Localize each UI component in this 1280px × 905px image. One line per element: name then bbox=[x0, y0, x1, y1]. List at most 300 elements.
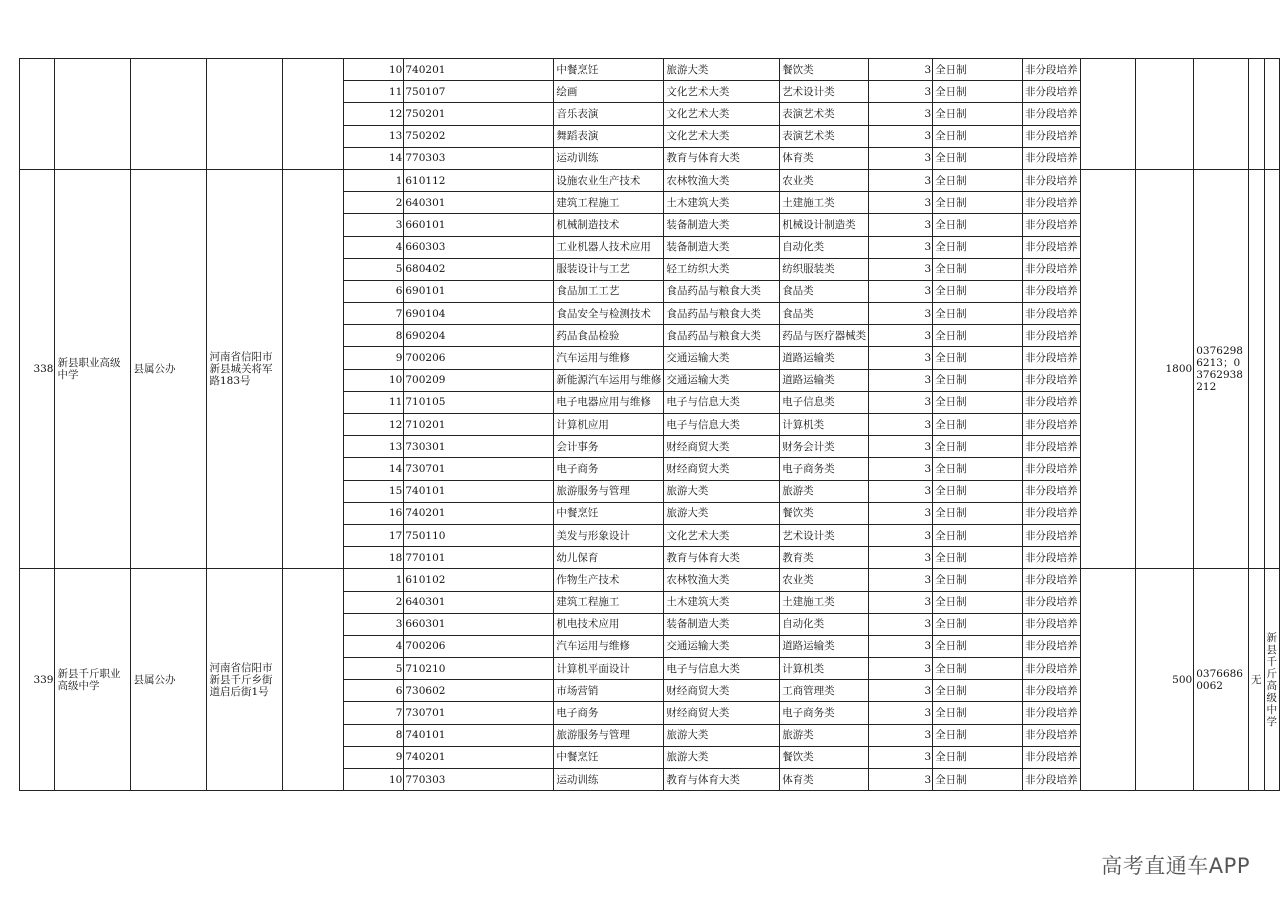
major-index: 16 bbox=[344, 502, 404, 524]
major-index: 18 bbox=[344, 547, 404, 569]
major-index: 10 bbox=[344, 59, 404, 81]
study-mode: 全日制 bbox=[933, 569, 1023, 591]
training-mode: 非分段培养 bbox=[1023, 369, 1081, 391]
major-index: 10 bbox=[344, 369, 404, 391]
major-category: 旅游大类 bbox=[664, 746, 780, 768]
duration: 3 bbox=[869, 280, 933, 302]
major-class: 财务会计类 bbox=[780, 436, 869, 458]
major-code: 700206 bbox=[404, 635, 554, 657]
training-mode: 非分段培养 bbox=[1023, 59, 1081, 81]
major-index: 5 bbox=[344, 258, 404, 280]
training-mode: 非分段培养 bbox=[1023, 680, 1081, 702]
major-class: 电子商务类 bbox=[780, 458, 869, 480]
major-category: 食品药品与粮食大类 bbox=[664, 280, 780, 302]
study-mode: 全日制 bbox=[933, 724, 1023, 746]
major-name: 工业机器人技术应用 bbox=[554, 236, 664, 258]
duration: 3 bbox=[869, 303, 933, 325]
major-category: 轻工纺织大类 bbox=[664, 258, 780, 280]
major-index: 9 bbox=[344, 347, 404, 369]
study-mode: 全日制 bbox=[933, 125, 1023, 147]
major-name: 幼儿保育 bbox=[554, 547, 664, 569]
major-class: 机械设计制造类 bbox=[780, 214, 869, 236]
major-category: 文化艺术大类 bbox=[664, 524, 780, 546]
major-class: 旅游类 bbox=[780, 724, 869, 746]
major-class: 体育类 bbox=[780, 769, 869, 791]
major-category: 食品药品与粮食大类 bbox=[664, 303, 780, 325]
training-mode: 非分段培养 bbox=[1023, 258, 1081, 280]
training-mode: 非分段培养 bbox=[1023, 591, 1081, 613]
major-category: 教育与体育大类 bbox=[664, 769, 780, 791]
major-name: 运动训练 bbox=[554, 147, 664, 169]
dormitory bbox=[1249, 59, 1265, 170]
major-index: 9 bbox=[344, 746, 404, 768]
major-code: 730701 bbox=[404, 702, 554, 724]
enrollment-scale: 1800 bbox=[1135, 169, 1193, 568]
duration: 3 bbox=[869, 147, 933, 169]
major-category: 交通运输大类 bbox=[664, 347, 780, 369]
training-mode: 非分段培养 bbox=[1023, 658, 1081, 680]
study-mode: 全日制 bbox=[933, 680, 1023, 702]
major-class: 餐饮类 bbox=[780, 502, 869, 524]
major-index: 3 bbox=[344, 613, 404, 635]
major-code: 750107 bbox=[404, 81, 554, 103]
training-mode: 非分段培养 bbox=[1023, 458, 1081, 480]
study-mode: 全日制 bbox=[933, 502, 1023, 524]
school-address: 河南省信阳市新县千斤乡街道启后街1号 bbox=[207, 569, 283, 791]
major-index: 14 bbox=[344, 458, 404, 480]
duration: 3 bbox=[869, 214, 933, 236]
major-code: 740201 bbox=[404, 59, 554, 81]
study-mode: 全日制 bbox=[933, 591, 1023, 613]
study-mode: 全日制 bbox=[933, 369, 1023, 391]
major-code: 770303 bbox=[404, 769, 554, 791]
dormitory bbox=[1249, 169, 1265, 568]
major-class: 土建施工类 bbox=[780, 192, 869, 214]
duration: 3 bbox=[869, 702, 933, 724]
major-name: 食品加工工艺 bbox=[554, 280, 664, 302]
school-name bbox=[55, 59, 131, 170]
major-index: 12 bbox=[344, 414, 404, 436]
training-mode: 非分段培养 bbox=[1023, 303, 1081, 325]
duration: 3 bbox=[869, 658, 933, 680]
school-name: 新县职业高级中学 bbox=[55, 169, 131, 568]
major-category: 电子与信息大类 bbox=[664, 391, 780, 413]
major-code: 710105 bbox=[404, 391, 554, 413]
duration: 3 bbox=[869, 635, 933, 657]
major-code: 770101 bbox=[404, 547, 554, 569]
major-class: 农业类 bbox=[780, 569, 869, 591]
school-type bbox=[131, 59, 207, 170]
major-category: 土木建筑大类 bbox=[664, 591, 780, 613]
study-mode: 全日制 bbox=[933, 214, 1023, 236]
major-index: 12 bbox=[344, 103, 404, 125]
study-mode: 全日制 bbox=[933, 658, 1023, 680]
major-name: 汽车运用与维修 bbox=[554, 635, 664, 657]
major-code: 660301 bbox=[404, 613, 554, 635]
major-class: 艺术设计类 bbox=[780, 524, 869, 546]
major-name: 计算机应用 bbox=[554, 414, 664, 436]
table-row bbox=[20, 59, 1280, 81]
major-index: 17 bbox=[344, 524, 404, 546]
study-mode: 全日制 bbox=[933, 103, 1023, 125]
major-category: 交通运输大类 bbox=[664, 635, 780, 657]
major-code: 640301 bbox=[404, 192, 554, 214]
major-category: 旅游大类 bbox=[664, 480, 780, 502]
table-row bbox=[20, 169, 1280, 191]
major-class: 纺织服装类 bbox=[780, 258, 869, 280]
major-code: 730701 bbox=[404, 458, 554, 480]
major-class: 道路运输类 bbox=[780, 369, 869, 391]
duration: 3 bbox=[869, 391, 933, 413]
duration: 3 bbox=[869, 724, 933, 746]
study-mode: 全日制 bbox=[933, 59, 1023, 81]
major-name: 旅游服务与管理 bbox=[554, 480, 664, 502]
major-index: 13 bbox=[344, 436, 404, 458]
duration: 3 bbox=[869, 436, 933, 458]
duration: 3 bbox=[869, 591, 933, 613]
training-mode: 非分段培养 bbox=[1023, 547, 1081, 569]
major-code: 660101 bbox=[404, 214, 554, 236]
duration: 3 bbox=[869, 125, 933, 147]
major-class: 自动化类 bbox=[780, 236, 869, 258]
major-code: 610102 bbox=[404, 569, 554, 591]
training-mode: 非分段培养 bbox=[1023, 103, 1081, 125]
major-name: 舞蹈表演 bbox=[554, 125, 664, 147]
major-name: 中餐烹饪 bbox=[554, 746, 664, 768]
training-mode: 非分段培养 bbox=[1023, 480, 1081, 502]
duration: 3 bbox=[869, 103, 933, 125]
training-mode: 非分段培养 bbox=[1023, 569, 1081, 591]
major-name: 电子电器应用与维修 bbox=[554, 391, 664, 413]
study-mode: 全日制 bbox=[933, 236, 1023, 258]
contact-phone: 03762986213；03762938212 bbox=[1194, 169, 1249, 568]
major-class: 计算机类 bbox=[780, 658, 869, 680]
training-mode: 非分段培养 bbox=[1023, 524, 1081, 546]
training-mode: 非分段培养 bbox=[1023, 702, 1081, 724]
training-mode: 非分段培养 bbox=[1023, 147, 1081, 169]
major-name: 音乐表演 bbox=[554, 103, 664, 125]
major-index: 2 bbox=[344, 192, 404, 214]
training-mode: 非分段培养 bbox=[1023, 635, 1081, 657]
major-index: 3 bbox=[344, 214, 404, 236]
study-mode: 全日制 bbox=[933, 702, 1023, 724]
study-mode: 全日制 bbox=[933, 524, 1023, 546]
blank-cell bbox=[1080, 59, 1135, 170]
major-code: 730301 bbox=[404, 436, 554, 458]
major-category: 装备制造大类 bbox=[664, 613, 780, 635]
study-mode: 全日制 bbox=[933, 258, 1023, 280]
duration: 3 bbox=[869, 59, 933, 81]
duration: 3 bbox=[869, 502, 933, 524]
major-category: 电子与信息大类 bbox=[664, 658, 780, 680]
major-class: 自动化类 bbox=[780, 613, 869, 635]
major-category: 财经商贸大类 bbox=[664, 702, 780, 724]
duration: 3 bbox=[869, 369, 933, 391]
school-note bbox=[1264, 59, 1280, 170]
major-class: 计算机类 bbox=[780, 414, 869, 436]
major-category: 文化艺术大类 bbox=[664, 125, 780, 147]
major-code: 700209 bbox=[404, 369, 554, 391]
duration: 3 bbox=[869, 569, 933, 591]
major-name: 服装设计与工艺 bbox=[554, 258, 664, 280]
major-class: 土建施工类 bbox=[780, 591, 869, 613]
enrollment-scale bbox=[1135, 59, 1193, 170]
major-name: 绘画 bbox=[554, 81, 664, 103]
major-category: 电子与信息大类 bbox=[664, 414, 780, 436]
duration: 3 bbox=[869, 169, 933, 191]
major-name: 美发与形象设计 bbox=[554, 524, 664, 546]
major-index: 6 bbox=[344, 280, 404, 302]
major-code: 750202 bbox=[404, 125, 554, 147]
major-code: 710201 bbox=[404, 414, 554, 436]
major-code: 770303 bbox=[404, 147, 554, 169]
major-code: 700206 bbox=[404, 347, 554, 369]
major-category: 土木建筑大类 bbox=[664, 192, 780, 214]
watermark: 高考直通车APP bbox=[1101, 854, 1250, 878]
major-code: 640301 bbox=[404, 591, 554, 613]
training-mode: 非分段培养 bbox=[1023, 391, 1081, 413]
major-class: 艺术设计类 bbox=[780, 81, 869, 103]
major-code: 730602 bbox=[404, 680, 554, 702]
major-category: 装备制造大类 bbox=[664, 236, 780, 258]
major-category: 教育与体育大类 bbox=[664, 147, 780, 169]
school-note bbox=[1264, 169, 1280, 568]
study-mode: 全日制 bbox=[933, 414, 1023, 436]
duration: 3 bbox=[869, 613, 933, 635]
major-class: 餐饮类 bbox=[780, 59, 869, 81]
duration: 3 bbox=[869, 746, 933, 768]
major-name: 建筑工程施工 bbox=[554, 591, 664, 613]
contact-phone bbox=[1194, 59, 1249, 170]
major-class: 食品类 bbox=[780, 303, 869, 325]
major-name: 食品安全与检测技术 bbox=[554, 303, 664, 325]
major-name: 汽车运用与维修 bbox=[554, 347, 664, 369]
major-index: 7 bbox=[344, 702, 404, 724]
major-category: 农林牧渔大类 bbox=[664, 569, 780, 591]
duration: 3 bbox=[869, 192, 933, 214]
major-name: 机电技术应用 bbox=[554, 613, 664, 635]
major-category: 文化艺术大类 bbox=[664, 81, 780, 103]
blank-cell bbox=[283, 169, 344, 568]
major-class: 餐饮类 bbox=[780, 746, 869, 768]
major-category: 财经商贸大类 bbox=[664, 436, 780, 458]
major-index: 11 bbox=[344, 391, 404, 413]
duration: 3 bbox=[869, 347, 933, 369]
major-code: 690101 bbox=[404, 280, 554, 302]
study-mode: 全日制 bbox=[933, 436, 1023, 458]
major-category: 食品药品与粮食大类 bbox=[664, 325, 780, 347]
major-class: 电子信息类 bbox=[780, 391, 869, 413]
major-category: 财经商贸大类 bbox=[664, 680, 780, 702]
major-name: 会计事务 bbox=[554, 436, 664, 458]
major-index: 8 bbox=[344, 325, 404, 347]
major-class: 电子商务类 bbox=[780, 702, 869, 724]
training-mode: 非分段培养 bbox=[1023, 236, 1081, 258]
training-mode: 非分段培养 bbox=[1023, 347, 1081, 369]
major-class: 农业类 bbox=[780, 169, 869, 191]
major-code: 740201 bbox=[404, 502, 554, 524]
study-mode: 全日制 bbox=[933, 169, 1023, 191]
major-class: 旅游类 bbox=[780, 480, 869, 502]
school-name: 新县千斤职业高级中学 bbox=[55, 569, 131, 791]
major-name: 建筑工程施工 bbox=[554, 192, 664, 214]
major-code: 690204 bbox=[404, 325, 554, 347]
major-code: 660303 bbox=[404, 236, 554, 258]
duration: 3 bbox=[869, 414, 933, 436]
duration: 3 bbox=[869, 680, 933, 702]
blank-cell bbox=[1080, 169, 1135, 568]
major-code: 680402 bbox=[404, 258, 554, 280]
major-index: 5 bbox=[344, 658, 404, 680]
major-name: 作物生产技术 bbox=[554, 569, 664, 591]
major-class: 药品与医疗器械类 bbox=[780, 325, 869, 347]
major-index: 1 bbox=[344, 569, 404, 591]
training-mode: 非分段培养 bbox=[1023, 414, 1081, 436]
major-category: 交通运输大类 bbox=[664, 369, 780, 391]
duration: 3 bbox=[869, 236, 933, 258]
study-mode: 全日制 bbox=[933, 635, 1023, 657]
training-mode: 非分段培养 bbox=[1023, 125, 1081, 147]
duration: 3 bbox=[869, 458, 933, 480]
school-number: 338 bbox=[20, 169, 55, 568]
contact-phone: 03766860062 bbox=[1194, 569, 1249, 791]
major-index: 13 bbox=[344, 125, 404, 147]
major-name: 旅游服务与管理 bbox=[554, 724, 664, 746]
duration: 3 bbox=[869, 547, 933, 569]
major-index: 1 bbox=[344, 169, 404, 191]
training-mode: 非分段培养 bbox=[1023, 81, 1081, 103]
blank-cell bbox=[1080, 569, 1135, 791]
major-class: 体育类 bbox=[780, 147, 869, 169]
major-index: 8 bbox=[344, 724, 404, 746]
training-mode: 非分段培养 bbox=[1023, 169, 1081, 191]
major-class: 工商管理类 bbox=[780, 680, 869, 702]
study-mode: 全日制 bbox=[933, 147, 1023, 169]
study-mode: 全日制 bbox=[933, 547, 1023, 569]
major-name: 中餐烹饪 bbox=[554, 59, 664, 81]
training-mode: 非分段培养 bbox=[1023, 280, 1081, 302]
major-category: 旅游大类 bbox=[664, 724, 780, 746]
major-name: 机械制造技术 bbox=[554, 214, 664, 236]
major-index: 4 bbox=[344, 236, 404, 258]
major-name: 药品食品检验 bbox=[554, 325, 664, 347]
major-name: 计算机平面设计 bbox=[554, 658, 664, 680]
major-index: 6 bbox=[344, 680, 404, 702]
major-code: 740201 bbox=[404, 746, 554, 768]
major-index: 7 bbox=[344, 303, 404, 325]
study-mode: 全日制 bbox=[933, 347, 1023, 369]
major-name: 电子商务 bbox=[554, 702, 664, 724]
major-index: 15 bbox=[344, 480, 404, 502]
major-class: 表演艺术类 bbox=[780, 125, 869, 147]
study-mode: 全日制 bbox=[933, 746, 1023, 768]
dormitory: 无 bbox=[1249, 569, 1265, 791]
duration: 3 bbox=[869, 480, 933, 502]
major-code: 610112 bbox=[404, 169, 554, 191]
table-row bbox=[20, 569, 1280, 591]
major-category: 旅游大类 bbox=[664, 502, 780, 524]
major-class: 教育类 bbox=[780, 547, 869, 569]
major-category: 装备制造大类 bbox=[664, 214, 780, 236]
school-address bbox=[207, 59, 283, 170]
training-mode: 非分段培养 bbox=[1023, 746, 1081, 768]
duration: 3 bbox=[869, 325, 933, 347]
duration: 3 bbox=[869, 524, 933, 546]
school-note: 新县千斤高级中学 bbox=[1264, 569, 1280, 791]
major-code: 740101 bbox=[404, 724, 554, 746]
school-number: 339 bbox=[20, 569, 55, 791]
training-mode: 非分段培养 bbox=[1023, 724, 1081, 746]
training-mode: 非分段培养 bbox=[1023, 769, 1081, 791]
major-code: 710210 bbox=[404, 658, 554, 680]
study-mode: 全日制 bbox=[933, 303, 1023, 325]
training-mode: 非分段培养 bbox=[1023, 613, 1081, 635]
school-majors-table bbox=[19, 58, 1280, 791]
major-class: 食品类 bbox=[780, 280, 869, 302]
training-mode: 非分段培养 bbox=[1023, 214, 1081, 236]
major-code: 750110 bbox=[404, 524, 554, 546]
study-mode: 全日制 bbox=[933, 480, 1023, 502]
study-mode: 全日制 bbox=[933, 81, 1023, 103]
duration: 3 bbox=[869, 258, 933, 280]
enrollment-scale: 500 bbox=[1135, 569, 1193, 791]
major-class: 表演艺术类 bbox=[780, 103, 869, 125]
school-address: 河南省信阳市新县城关将军路183号 bbox=[207, 169, 283, 568]
study-mode: 全日制 bbox=[933, 280, 1023, 302]
major-class: 道路运输类 bbox=[780, 635, 869, 657]
blank-cell bbox=[283, 569, 344, 791]
major-category: 文化艺术大类 bbox=[664, 103, 780, 125]
training-mode: 非分段培养 bbox=[1023, 192, 1081, 214]
major-index: 14 bbox=[344, 147, 404, 169]
major-index: 11 bbox=[344, 81, 404, 103]
training-mode: 非分段培养 bbox=[1023, 502, 1081, 524]
major-name: 电子商务 bbox=[554, 458, 664, 480]
major-code: 750201 bbox=[404, 103, 554, 125]
study-mode: 全日制 bbox=[933, 769, 1023, 791]
major-code: 740101 bbox=[404, 480, 554, 502]
major-category: 农林牧渔大类 bbox=[664, 169, 780, 191]
table-body bbox=[20, 59, 1280, 791]
major-name: 设施农业生产技术 bbox=[554, 169, 664, 191]
major-name: 市场营销 bbox=[554, 680, 664, 702]
major-code: 690104 bbox=[404, 303, 554, 325]
training-mode: 非分段培养 bbox=[1023, 325, 1081, 347]
major-category: 旅游大类 bbox=[664, 59, 780, 81]
study-mode: 全日制 bbox=[933, 192, 1023, 214]
duration: 3 bbox=[869, 81, 933, 103]
major-name: 中餐烹饪 bbox=[554, 502, 664, 524]
study-mode: 全日制 bbox=[933, 391, 1023, 413]
training-mode: 非分段培养 bbox=[1023, 436, 1081, 458]
duration: 3 bbox=[869, 769, 933, 791]
study-mode: 全日制 bbox=[933, 613, 1023, 635]
major-category: 教育与体育大类 bbox=[664, 547, 780, 569]
major-index: 4 bbox=[344, 635, 404, 657]
school-number bbox=[20, 59, 55, 170]
major-class: 道路运输类 bbox=[780, 347, 869, 369]
major-index: 2 bbox=[344, 591, 404, 613]
school-type: 县属公办 bbox=[131, 169, 207, 568]
study-mode: 全日制 bbox=[933, 325, 1023, 347]
school-type: 县属公办 bbox=[131, 569, 207, 791]
study-mode: 全日制 bbox=[933, 458, 1023, 480]
major-category: 财经商贸大类 bbox=[664, 458, 780, 480]
blank-cell bbox=[283, 59, 344, 170]
major-name: 运动训练 bbox=[554, 769, 664, 791]
major-name: 新能源汽车运用与维修 bbox=[554, 369, 664, 391]
major-index: 10 bbox=[344, 769, 404, 791]
